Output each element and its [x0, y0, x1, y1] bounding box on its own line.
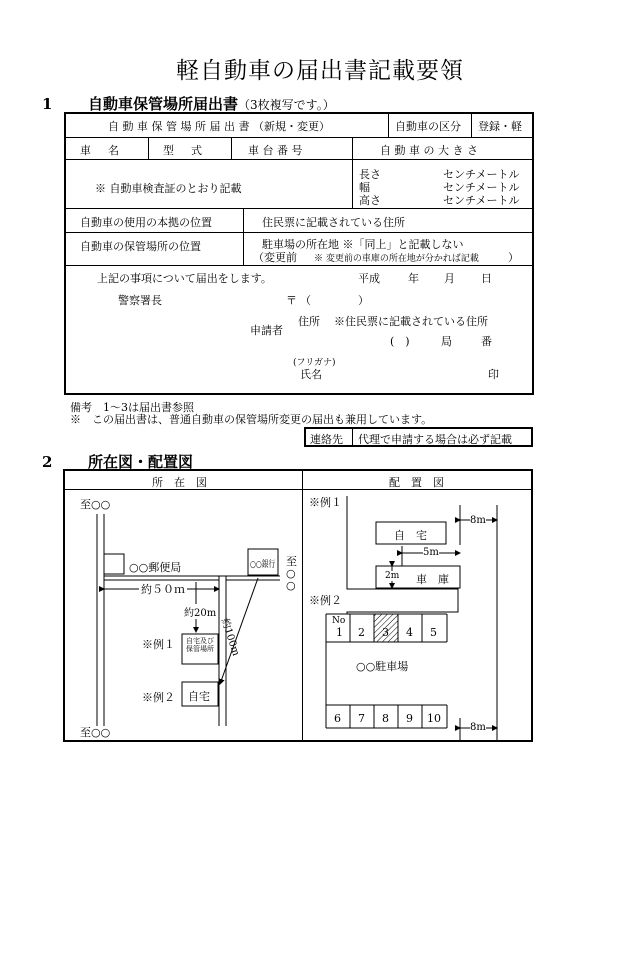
category-label: 自動車の区分	[395, 120, 461, 133]
height-unit: センチメートル	[443, 194, 520, 207]
post-office-label: ○○郵便局	[129, 561, 182, 574]
home-label: 自宅	[188, 690, 210, 703]
col-chassis: 車 台 番 号	[248, 144, 303, 157]
dim-8m-bottom: 8m	[470, 722, 486, 733]
col-name: 車 名	[80, 144, 122, 157]
contact-label: 連絡先	[310, 433, 343, 446]
address-label: 住所	[298, 315, 320, 328]
col-model: 型 式	[163, 144, 205, 157]
length-unit: センチメートル	[443, 168, 520, 181]
col-size: 自 動 車 の 大 き さ	[380, 144, 478, 157]
contact-value: 代理で申請する場合は必ず記載	[358, 433, 512, 446]
width-unit: センチメートル	[443, 181, 520, 194]
police-chief: 警察署長	[118, 294, 162, 307]
garage-label: 車 庫	[416, 573, 449, 586]
layout-example2: ※例２	[309, 594, 342, 607]
slot-7: 7	[358, 712, 365, 725]
height-label: 高さ	[359, 194, 381, 207]
phone-number: 番	[481, 335, 492, 348]
furigana-label: (フリガナ)	[293, 358, 336, 368]
section1-title: 自動車保管場所届出書	[88, 95, 239, 113]
storage-location-label: 自動車の保管場所の位置	[80, 240, 201, 253]
layout-map-title: 配 置 図	[389, 476, 444, 489]
distance-20m: 約20m	[184, 604, 216, 619]
section1-note: （3枚複写です。）	[238, 98, 335, 112]
remarks-line2: ※ この届出書は、普通自動車の保管場所変更の届出も兼用しています。	[70, 413, 433, 426]
to-right: 至○○	[286, 555, 297, 592]
postal-paren-close: ）	[358, 294, 369, 307]
name-label: 氏名	[300, 368, 322, 381]
applicant-label: 申請者	[250, 324, 283, 337]
month-label: 月	[444, 272, 455, 285]
slot-no-label: No	[332, 616, 346, 626]
storage-location-before: （変更前	[253, 251, 297, 264]
to-bottom: 至○○	[80, 726, 111, 739]
use-location-label: 自動車の使用の本拠の位置	[80, 216, 212, 229]
distance-100m: 約100m	[218, 617, 242, 658]
slot-3: 3	[382, 626, 389, 639]
width-label: 幅	[359, 181, 370, 194]
to-top: 至○○	[80, 498, 111, 511]
location-example2: ※例２	[142, 691, 175, 704]
address-note: ※住民票に記載されている住所	[334, 315, 488, 328]
slot-5: 5	[430, 626, 437, 639]
storage-location-close: ）	[508, 251, 519, 264]
category-value: 登録・軽	[478, 120, 522, 133]
slot-8: 8	[382, 712, 389, 725]
location-map-title: 所 在 図	[152, 476, 207, 489]
length-label: 長さ	[359, 168, 381, 181]
page-title: 軽自動車の届出書記載要領	[176, 58, 464, 84]
slot-1: 1	[336, 626, 343, 639]
dim-8m-top: 8m	[470, 515, 486, 526]
parking-lot-name: ○○駐車場	[356, 660, 409, 673]
layout-example1: ※例１	[309, 496, 342, 509]
bank-label: ○○銀行	[250, 560, 276, 570]
storage-location-before-note: ※ 変更前の車庫の所在地が分かれば記載	[314, 254, 479, 264]
phone-paren: ( )	[390, 335, 410, 348]
day-label: 日	[481, 272, 492, 285]
era-label: 平成	[358, 272, 380, 285]
remarks-line1: 備考 1～3は届出書参照	[70, 401, 194, 414]
location-example1: ※例１	[142, 638, 175, 651]
inspection-note: ※ 自動車検査証のとおり記載	[95, 182, 242, 195]
section2-number: 2	[42, 453, 53, 471]
dim-5m: 5m	[423, 547, 439, 558]
storage-location-value: 駐車場の所在地 ※「同上」と記載しない	[262, 238, 464, 251]
seal-label: 印	[488, 368, 499, 381]
year-label: 年	[408, 272, 419, 285]
postal-mark: 〒	[286, 294, 297, 307]
section2-title: 所在図・配置図	[88, 453, 194, 471]
form-title: 自 動 車 保 管 場 所 届 出 書 （新規・変更）	[108, 120, 330, 133]
slot-9: 9	[406, 712, 413, 725]
example1-box-label: 自宅及び保管場所	[186, 637, 214, 653]
section1-number: 1	[42, 95, 53, 113]
distance-50m: 約５０ｍ	[141, 583, 185, 596]
slot-10: 10	[427, 712, 441, 725]
postal-paren-open: （	[300, 294, 311, 307]
dim-2m: 2m	[385, 571, 400, 581]
slot-6: 6	[334, 712, 341, 725]
phone-office: 局	[441, 335, 452, 348]
layout-home-label: 自 宅	[394, 529, 427, 542]
use-location-value: 住民票に記載されている住所	[262, 216, 405, 229]
slot-2: 2	[358, 626, 365, 639]
declaration: 上記の事項について届出をします。	[97, 272, 272, 285]
slot-4: 4	[406, 626, 413, 639]
